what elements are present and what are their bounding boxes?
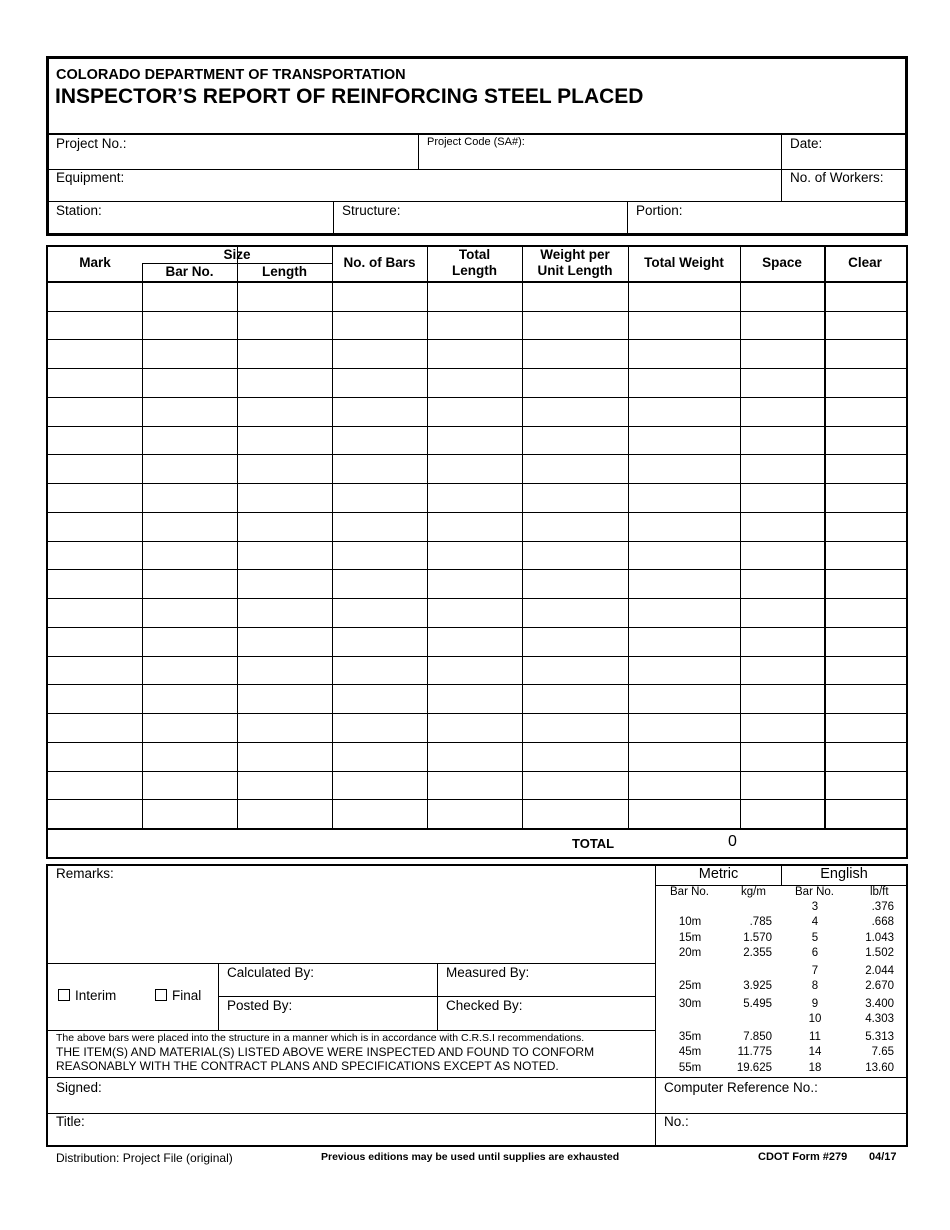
english-bar-no: 8 — [811, 980, 819, 992]
table-row — [48, 483, 906, 512]
bar-no-cell[interactable] — [142, 311, 237, 340]
english-heading: English — [820, 866, 868, 882]
metric-weight: 2.355 — [743, 947, 772, 959]
mark-cell[interactable] — [48, 541, 142, 570]
total-weight-cell[interactable] — [628, 454, 740, 483]
col-mark: Mark — [79, 255, 111, 270]
title-field[interactable]: Title: — [56, 1114, 85, 1129]
clear-cell[interactable] — [824, 368, 906, 397]
table-row — [48, 512, 906, 541]
final-checkbox[interactable]: Final — [155, 988, 201, 1003]
english-bar-no: 3 — [811, 901, 819, 913]
table-row — [48, 627, 906, 656]
clear-cell[interactable] — [824, 771, 906, 800]
date-field[interactable]: Date: — [790, 136, 823, 151]
bar-no-cell[interactable] — [142, 483, 237, 512]
mark-cell[interactable] — [48, 684, 142, 713]
length-cell[interactable] — [237, 282, 332, 311]
total-length-cell[interactable] — [427, 598, 522, 627]
mark-cell[interactable] — [48, 656, 142, 685]
weight-per-unit-cell[interactable] — [522, 684, 628, 713]
table-row — [48, 799, 906, 828]
total-length-cell[interactable] — [427, 397, 522, 426]
english-weight: 5.313 — [865, 1031, 894, 1043]
clear-cell[interactable] — [824, 799, 906, 828]
total-weight-cell[interactable] — [628, 282, 740, 311]
total-length-cell[interactable] — [427, 426, 522, 455]
space-cell[interactable] — [740, 713, 824, 742]
weight-per-unit-cell[interactable] — [522, 454, 628, 483]
clear-cell[interactable] — [824, 397, 906, 426]
col-size: Size — [223, 247, 251, 262]
form-number: CDOT Form #279 — [758, 1151, 848, 1163]
mark-cell[interactable] — [48, 368, 142, 397]
length-cell[interactable] — [237, 512, 332, 541]
bar-no-cell[interactable] — [142, 339, 237, 368]
english-bar-no: 14 — [808, 1046, 822, 1058]
col-weight-per-unit: Weight per Unit Length — [537, 247, 613, 278]
metric-weight: 5.495 — [743, 998, 772, 1010]
total-length-cell[interactable] — [427, 368, 522, 397]
agency-name: COLORADO DEPARTMENT OF TRANSPORTATION — [56, 67, 406, 83]
metric-kgm-head: kg/m — [741, 886, 766, 898]
no-of-bars-cell[interactable] — [332, 397, 427, 426]
table-row — [48, 684, 906, 713]
weight-per-unit-cell[interactable] — [522, 656, 628, 685]
bar-no-cell[interactable] — [142, 742, 237, 771]
bar-no-cell[interactable] — [142, 656, 237, 685]
no-of-bars-cell[interactable] — [332, 512, 427, 541]
clear-cell[interactable] — [824, 311, 906, 340]
certification-line-1: THE ITEM(S) AND MATERIAL(S) LISTED ABOVE WERE INSPECTED AND FOUND TO CONFORM — [56, 1045, 595, 1059]
total-length-cell[interactable] — [427, 483, 522, 512]
total-length-cell[interactable] — [427, 627, 522, 656]
mark-cell[interactable] — [48, 713, 142, 742]
english-weight: .376 — [871, 901, 894, 913]
space-cell[interactable] — [740, 598, 824, 627]
weight-per-unit-cell[interactable] — [522, 771, 628, 800]
english-weight: 1.502 — [865, 947, 894, 959]
length-cell[interactable] — [237, 426, 332, 455]
mark-cell[interactable] — [48, 311, 142, 340]
page-title: INSPECTOR’S REPORT OF REINFORCING STEEL PLACED — [55, 85, 644, 108]
length-cell[interactable] — [237, 541, 332, 570]
no-of-bars-cell[interactable] — [332, 282, 427, 311]
total-weight-cell[interactable] — [628, 799, 740, 828]
bar-no-cell[interactable] — [142, 598, 237, 627]
weight-per-unit-cell[interactable] — [522, 282, 628, 311]
weight-per-unit-cell[interactable] — [522, 426, 628, 455]
english-bar-no: 4 — [811, 916, 819, 928]
editions-note: Previous editions may be used until supplies are exhausted — [321, 1151, 620, 1163]
total-weight-cell[interactable] — [628, 684, 740, 713]
space-cell[interactable] — [740, 742, 824, 771]
total-weight-cell[interactable] — [628, 598, 740, 627]
no-of-bars-cell[interactable] — [332, 598, 427, 627]
length-cell[interactable] — [237, 454, 332, 483]
no-of-bars-cell[interactable] — [332, 368, 427, 397]
total-weight-cell[interactable] — [628, 426, 740, 455]
no-of-bars-cell[interactable] — [332, 541, 427, 570]
total-length-cell[interactable] — [427, 742, 522, 771]
clear-cell[interactable] — [824, 512, 906, 541]
interim-checkbox[interactable]: Interim — [58, 988, 116, 1003]
total-weight-cell[interactable] — [628, 512, 740, 541]
weight-per-unit-cell[interactable] — [522, 598, 628, 627]
weight-per-unit-cell[interactable] — [522, 311, 628, 340]
equipment-field[interactable]: Equipment: — [56, 170, 125, 185]
weight-per-unit-cell[interactable] — [522, 483, 628, 512]
space-cell[interactable] — [740, 541, 824, 570]
english-bar-no: 10 — [808, 1013, 822, 1025]
no-of-bars-cell[interactable] — [332, 771, 427, 800]
weight-per-unit-cell[interactable] — [522, 368, 628, 397]
english-bar-no: 6 — [811, 947, 819, 959]
english-weight: 2.044 — [865, 965, 894, 977]
posted-by-field[interactable]: Posted By: — [227, 998, 293, 1013]
col-space: Space — [762, 255, 802, 270]
total-length-cell[interactable] — [427, 541, 522, 570]
length-cell[interactable] — [237, 771, 332, 800]
length-cell[interactable] — [237, 656, 332, 685]
table-row — [48, 397, 906, 426]
clear-cell[interactable] — [824, 598, 906, 627]
station-field[interactable]: Station: — [56, 203, 102, 218]
table-row — [48, 742, 906, 771]
clear-cell[interactable] — [824, 656, 906, 685]
checked-by-field[interactable]: Checked By: — [446, 998, 523, 1013]
space-cell[interactable] — [740, 799, 824, 828]
mark-cell[interactable] — [48, 339, 142, 368]
total-weight-cell[interactable] — [628, 397, 740, 426]
mark-cell[interactable] — [48, 627, 142, 656]
clear-cell[interactable] — [824, 742, 906, 771]
bar-no-cell[interactable] — [142, 627, 237, 656]
weight-per-unit-cell[interactable] — [522, 541, 628, 570]
weight-per-unit-cell[interactable] — [522, 627, 628, 656]
space-cell[interactable] — [740, 627, 824, 656]
col-bar-no: Bar No. — [165, 264, 214, 279]
weight-per-unit-cell[interactable] — [522, 713, 628, 742]
mark-cell[interactable] — [48, 483, 142, 512]
no-of-bars-cell[interactable] — [332, 713, 427, 742]
bar-no-cell[interactable] — [142, 368, 237, 397]
remarks-field[interactable]: Remarks: — [56, 866, 114, 881]
crsi-note: The above bars were placed into the structure in a manner which is in accordance with C.R.S.I recommendations. — [56, 1032, 585, 1044]
metric-bar-no: 55m — [678, 1062, 702, 1074]
total-weight-cell[interactable] — [628, 742, 740, 771]
total-weight-cell[interactable] — [628, 311, 740, 340]
total-weight-cell[interactable] — [628, 541, 740, 570]
mark-cell[interactable] — [48, 742, 142, 771]
weight-per-unit-cell[interactable] — [522, 397, 628, 426]
space-cell[interactable] — [740, 368, 824, 397]
weight-per-unit-cell[interactable] — [522, 569, 628, 598]
metric-heading: Metric — [698, 866, 739, 882]
length-cell[interactable] — [237, 569, 332, 598]
distribution-note: Distribution: Project File (original) — [56, 1151, 233, 1165]
total-length-cell[interactable] — [427, 799, 522, 828]
bar-no-cell[interactable] — [142, 771, 237, 800]
total-weight-cell[interactable] — [628, 627, 740, 656]
checkbox-icon[interactable] — [58, 989, 70, 1001]
total-weight-cell[interactable] — [628, 569, 740, 598]
total-length-cell[interactable] — [427, 311, 522, 340]
metric-bar-no: 15m — [678, 932, 702, 944]
space-cell[interactable] — [740, 339, 824, 368]
metric-weight: .785 — [749, 916, 772, 928]
clear-cell[interactable] — [824, 454, 906, 483]
metric-weight: 7.850 — [743, 1031, 772, 1043]
mark-cell[interactable] — [48, 397, 142, 426]
col-total-weight: Total Weight — [644, 255, 724, 270]
bar-no-cell[interactable] — [142, 569, 237, 598]
space-cell[interactable] — [740, 512, 824, 541]
no-of-bars-cell[interactable] — [332, 483, 427, 512]
english-bar-no-head: Bar No. — [795, 886, 834, 898]
english-bar-no: 18 — [808, 1062, 822, 1074]
english-weight: 1.043 — [865, 932, 894, 944]
total-weight-cell[interactable] — [628, 771, 740, 800]
total-label: TOTAL — [572, 836, 615, 851]
metric-bar-no-head: Bar No. — [670, 886, 709, 898]
total-length-cell[interactable] — [427, 569, 522, 598]
no-of-bars-cell[interactable] — [332, 569, 427, 598]
space-cell[interactable] — [740, 311, 824, 340]
table-row — [48, 713, 906, 742]
bar-no-cell[interactable] — [142, 426, 237, 455]
english-bar-no: 11 — [809, 1031, 821, 1043]
signed-field[interactable]: Signed: — [56, 1080, 102, 1095]
space-cell[interactable] — [740, 426, 824, 455]
table-row — [48, 339, 906, 368]
metric-bar-no: 10m — [678, 916, 702, 928]
metric-weight: 19.625 — [736, 1062, 772, 1074]
no-of-bars-cell[interactable] — [332, 454, 427, 483]
no-of-bars-cell[interactable] — [332, 742, 427, 771]
total-length-cell[interactable] — [427, 454, 522, 483]
calculated-by-field[interactable]: Calculated By: — [227, 965, 315, 980]
no-of-bars-cell[interactable] — [332, 426, 427, 455]
no-of-workers-field[interactable]: No. of Workers: — [790, 170, 884, 185]
bar-no-cell[interactable] — [142, 282, 237, 311]
certification-line-2: REASONABLY WITH THE CONTRACT PLANS AND SPECIFICATIONS EXCEPT AS NOTED. — [56, 1059, 559, 1073]
length-cell[interactable] — [237, 397, 332, 426]
measured-by-field[interactable]: Measured By: — [446, 965, 530, 980]
weight-per-unit-cell[interactable] — [522, 339, 628, 368]
mark-cell[interactable] — [48, 771, 142, 800]
computer-ref-field[interactable]: Computer Reference No.: — [664, 1080, 818, 1095]
length-cell[interactable] — [237, 627, 332, 656]
col-total-length: Total Length — [452, 247, 497, 278]
bar-no-cell[interactable] — [142, 454, 237, 483]
english-bar-no: 7 — [811, 965, 819, 977]
table-row — [48, 454, 906, 483]
mark-cell[interactable] — [48, 512, 142, 541]
metric-bar-no: 45m — [678, 1046, 702, 1058]
table-row — [48, 426, 906, 455]
space-cell[interactable] — [740, 454, 824, 483]
length-cell[interactable] — [237, 368, 332, 397]
space-cell[interactable] — [740, 569, 824, 598]
metric-weight: 3.925 — [743, 980, 772, 992]
length-cell[interactable] — [237, 598, 332, 627]
english-lbft-head: lb/ft — [870, 886, 889, 898]
table-row — [48, 771, 906, 800]
no-of-bars-cell[interactable] — [332, 656, 427, 685]
total-length-cell[interactable] — [427, 282, 522, 311]
english-weight: 2.670 — [865, 980, 894, 992]
space-cell[interactable] — [740, 771, 824, 800]
length-cell[interactable] — [237, 483, 332, 512]
form-date: 04/17 — [869, 1151, 897, 1163]
length-cell[interactable] — [237, 742, 332, 771]
length-cell[interactable] — [237, 684, 332, 713]
english-bar-no: 9 — [811, 998, 819, 1010]
structure-field[interactable]: Structure: — [342, 203, 401, 218]
bar-no-cell[interactable] — [142, 541, 237, 570]
no-of-bars-cell[interactable] — [332, 627, 427, 656]
total-length-cell[interactable] — [427, 713, 522, 742]
total-length-cell[interactable] — [427, 339, 522, 368]
table-row — [48, 282, 906, 311]
no-of-bars-cell[interactable] — [332, 339, 427, 368]
space-cell[interactable] — [740, 483, 824, 512]
bar-no-cell[interactable] — [142, 684, 237, 713]
table-row — [48, 311, 906, 340]
col-length: Length — [262, 264, 307, 279]
clear-cell[interactable] — [824, 426, 906, 455]
col-no-of-bars: No. of Bars — [343, 255, 416, 270]
clear-cell[interactable] — [824, 569, 906, 598]
mark-cell[interactable] — [48, 426, 142, 455]
checkbox-icon[interactable] — [155, 989, 167, 1001]
clear-cell[interactable] — [824, 627, 906, 656]
project-code-field[interactable]: Project Code (SA#): — [427, 136, 525, 148]
bar-no-cell[interactable] — [142, 512, 237, 541]
total-weight-cell[interactable] — [628, 339, 740, 368]
english-weight: 3.400 — [865, 998, 894, 1010]
length-cell[interactable] — [237, 311, 332, 340]
mark-cell[interactable] — [48, 282, 142, 311]
table-row — [48, 541, 906, 570]
weight-per-unit-cell[interactable] — [522, 799, 628, 828]
mark-cell[interactable] — [48, 799, 142, 828]
mark-cell[interactable] — [48, 454, 142, 483]
english-weight: 4.303 — [865, 1013, 894, 1025]
total-weight-cell[interactable] — [628, 368, 740, 397]
space-cell[interactable] — [740, 684, 824, 713]
no-of-bars-cell[interactable] — [332, 684, 427, 713]
clear-cell[interactable] — [824, 713, 906, 742]
bar-no-cell[interactable] — [142, 713, 237, 742]
col-clear: Clear — [848, 255, 882, 270]
clear-cell[interactable] — [824, 541, 906, 570]
mark-cell[interactable] — [48, 598, 142, 627]
table-row — [48, 656, 906, 685]
bar-no-cell[interactable] — [142, 799, 237, 828]
clear-cell[interactable] — [824, 282, 906, 311]
total-weight-cell[interactable] — [628, 483, 740, 512]
length-cell[interactable] — [237, 713, 332, 742]
space-cell[interactable] — [740, 397, 824, 426]
english-weight: .668 — [871, 916, 894, 928]
metric-weight: 11.775 — [737, 1046, 772, 1058]
portion-field[interactable]: Portion: — [636, 203, 683, 218]
no-of-bars-cell[interactable] — [332, 311, 427, 340]
project-no-field[interactable]: Project No.: — [56, 136, 127, 151]
table-row — [48, 368, 906, 397]
total-length-cell[interactable] — [427, 656, 522, 685]
english-weight: 13.60 — [865, 1062, 894, 1074]
no-of-bars-cell[interactable] — [332, 799, 427, 828]
total-weight-cell[interactable] — [628, 713, 740, 742]
metric-bar-no: 35m — [678, 1031, 702, 1043]
metric-bar-no: 25m — [678, 980, 702, 992]
english-weight: 7.65 — [871, 1046, 894, 1058]
english-bar-no: 5 — [811, 932, 819, 944]
mark-cell[interactable] — [48, 569, 142, 598]
table-row — [48, 569, 906, 598]
length-cell[interactable] — [237, 339, 332, 368]
total-value: 0 — [728, 833, 737, 850]
metric-bar-no: 30m — [678, 998, 702, 1010]
metric-bar-no: 20m — [678, 947, 702, 959]
total-length-cell[interactable] — [427, 512, 522, 541]
metric-weight: 1.570 — [743, 932, 772, 944]
weight-per-unit-cell[interactable] — [522, 742, 628, 771]
total-length-cell[interactable] — [427, 684, 522, 713]
clear-cell[interactable] — [824, 684, 906, 713]
space-cell[interactable] — [740, 282, 824, 311]
table-row — [48, 598, 906, 627]
clear-cell[interactable] — [824, 339, 906, 368]
total-length-cell[interactable] — [427, 771, 522, 800]
weight-per-unit-cell[interactable] — [522, 512, 628, 541]
total-weight-cell[interactable] — [628, 656, 740, 685]
clear-cell[interactable] — [824, 483, 906, 512]
length-cell[interactable] — [237, 799, 332, 828]
bar-no-cell[interactable] — [142, 397, 237, 426]
space-cell[interactable] — [740, 656, 824, 685]
no-field[interactable]: No.: — [664, 1114, 689, 1129]
